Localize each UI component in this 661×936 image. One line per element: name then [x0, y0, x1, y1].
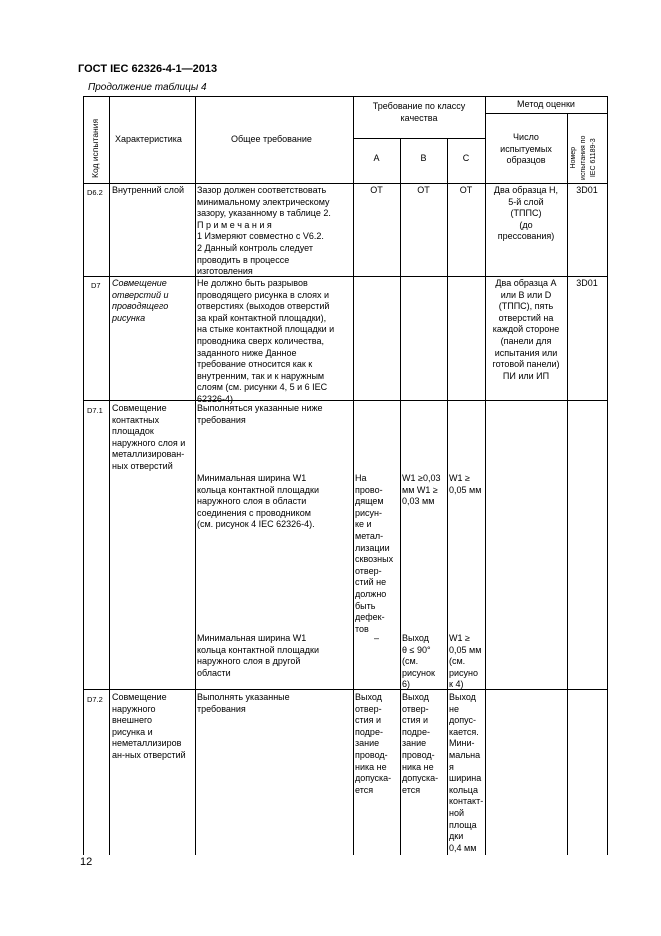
row-d6-2-test-number: 3D01: [576, 185, 598, 195]
row-d7-1-class-b-bottom: Выход θ ≤ 90° (см. рисунок 6): [402, 633, 435, 690]
row-d7-1-general-width-other: Минимальная ширина W1 кольца контактной площадки наружного слоя в другой области: [197, 633, 320, 678]
row-d7-1-general-width-connection: Минимальная ширина W1 кольца контактной площадки наружного слоя в области соединения с проводником (см. рисунок 4 IEC 62326-4).: [197, 473, 320, 530]
header-class-c: C: [462, 153, 470, 163]
row-d7-1-code: D7.1: [87, 406, 103, 415]
table-divider-class: [353, 138, 485, 139]
header-general: Общее требование: [231, 134, 312, 144]
row-d7-code: D7: [91, 281, 101, 290]
row-d7-2-class-c: Выход не допус- кается. Мини- мальна я ширина кольца контакт- ной площа дки 0,4 мм: [449, 692, 484, 853]
header-method: Метод оценки: [517, 99, 575, 109]
row-d6-2-general: Зазор должен соответствовать минимальному электрическому зазору, указанному в таблице 2. П р и м е ч а н и я 1 Измеряют совместно с V6.2. 2 Данный контроль следует проводить в процессе изготовления: [197, 185, 331, 277]
header-class-a: A: [373, 153, 380, 163]
row-d6-2-class-c: ОТ: [459, 185, 473, 195]
col-divider-general: [353, 96, 354, 855]
row-d7-characteristic: Совмещение отверстий и проводящего рисунка: [112, 278, 169, 323]
row-d7-2-class-b: Выход отвер- стия и подре- зание провод- ника не допуска- ется: [402, 692, 439, 795]
row-d7-1-class-b-top: W1 ≥0,03 мм W1 ≥ 0,03 мм: [402, 473, 441, 507]
header-samples: Число испытуемых образцов: [500, 132, 552, 166]
col-divider-b: [447, 138, 448, 855]
row-d7-2-class-a: Выход отвер- стия и подре- зание провод- ника не допуска- ется: [355, 692, 392, 795]
page-number: 12: [80, 856, 93, 868]
col-divider-a: [400, 138, 401, 855]
header-test-number: Номер испытания по IEC 61189-3: [570, 135, 597, 180]
table-border-left: [83, 96, 84, 855]
col-divider-code: [109, 96, 110, 855]
col-divider-characteristic: [195, 96, 196, 855]
table-border-top: [83, 96, 608, 97]
row-d7-1-class-a-bottom: –: [374, 633, 380, 643]
header-characteristic: Характеристика: [115, 134, 182, 144]
header-code: Код испытания: [90, 118, 100, 178]
row-divider-d7: [83, 400, 608, 401]
row-d7-1-characteristic: Совмещение контактных площадок наружного слоя и металлизирован- ных отверстий: [112, 403, 186, 471]
row-d7-samples: Два образца А или В или D (ТППС), пять отверстий на каждой стороне (панели для испытания или готовой панели) ПИ или ИП: [492, 278, 560, 381]
row-divider-d7-1: [83, 689, 608, 690]
row-d7-general: Не должно быть разрывов проводящего рисунка в слоях и отверстиях (выходов отверстий за край контактной площадки), на стыке контактной площадки и проводника сверх количества, заданного ниже Данное требование относится как к внутренним, так и к наружным слоям (см. рисунки 4, 5 и 6 IEC 62326-4): [197, 278, 335, 404]
row-d6-2-code: D6.2: [87, 188, 103, 197]
row-d7-1-class-a-top: На прово- дящем рисун- ке и метал- лизации сквозных отвер- стий не должно быть дефек- тов: [355, 473, 394, 634]
row-d7-2-code: D7.2: [87, 695, 103, 704]
table-border-right: [607, 96, 608, 855]
row-d6-2-class-b: ОТ: [417, 185, 430, 195]
row-d6-2-class-a: ОТ: [370, 185, 383, 195]
header-class-b: B: [420, 153, 427, 163]
row-d7-2-characteristic: Совмещение наружного внешнего рисунка и неметаллизиров ан-ных отверстий: [112, 692, 186, 760]
row-d7-2-general: Выполнять указанные требования: [197, 692, 290, 714]
row-d6-2-characteristic: Внутренний слой: [112, 185, 184, 195]
row-d7-1-class-c-bottom: W1 ≥ 0,05 мм (см. рисуно к 4): [449, 633, 482, 690]
document-header: ГОСТ IEC 62326-4-1—2013: [78, 63, 218, 75]
col-divider-samples: [567, 113, 568, 855]
row-divider-d6-2: [83, 276, 608, 277]
header-class-requirement: Требование по классу качества: [372, 101, 466, 123]
row-d7-1-class-c-top: W1 ≥ 0,05 мм: [449, 473, 482, 495]
row-d7-test-number: 3D01: [576, 278, 598, 288]
row-d6-2-samples: Два образца Н, 5-й слой (ТППС) (до прессования): [493, 185, 559, 242]
table-divider-method: [485, 113, 608, 114]
row-d7-1-general-intro: Выполняться указанные ниже требования: [197, 403, 323, 425]
table-header-bottom: [83, 183, 608, 184]
table-caption: Продолжение таблицы 4: [88, 82, 207, 93]
